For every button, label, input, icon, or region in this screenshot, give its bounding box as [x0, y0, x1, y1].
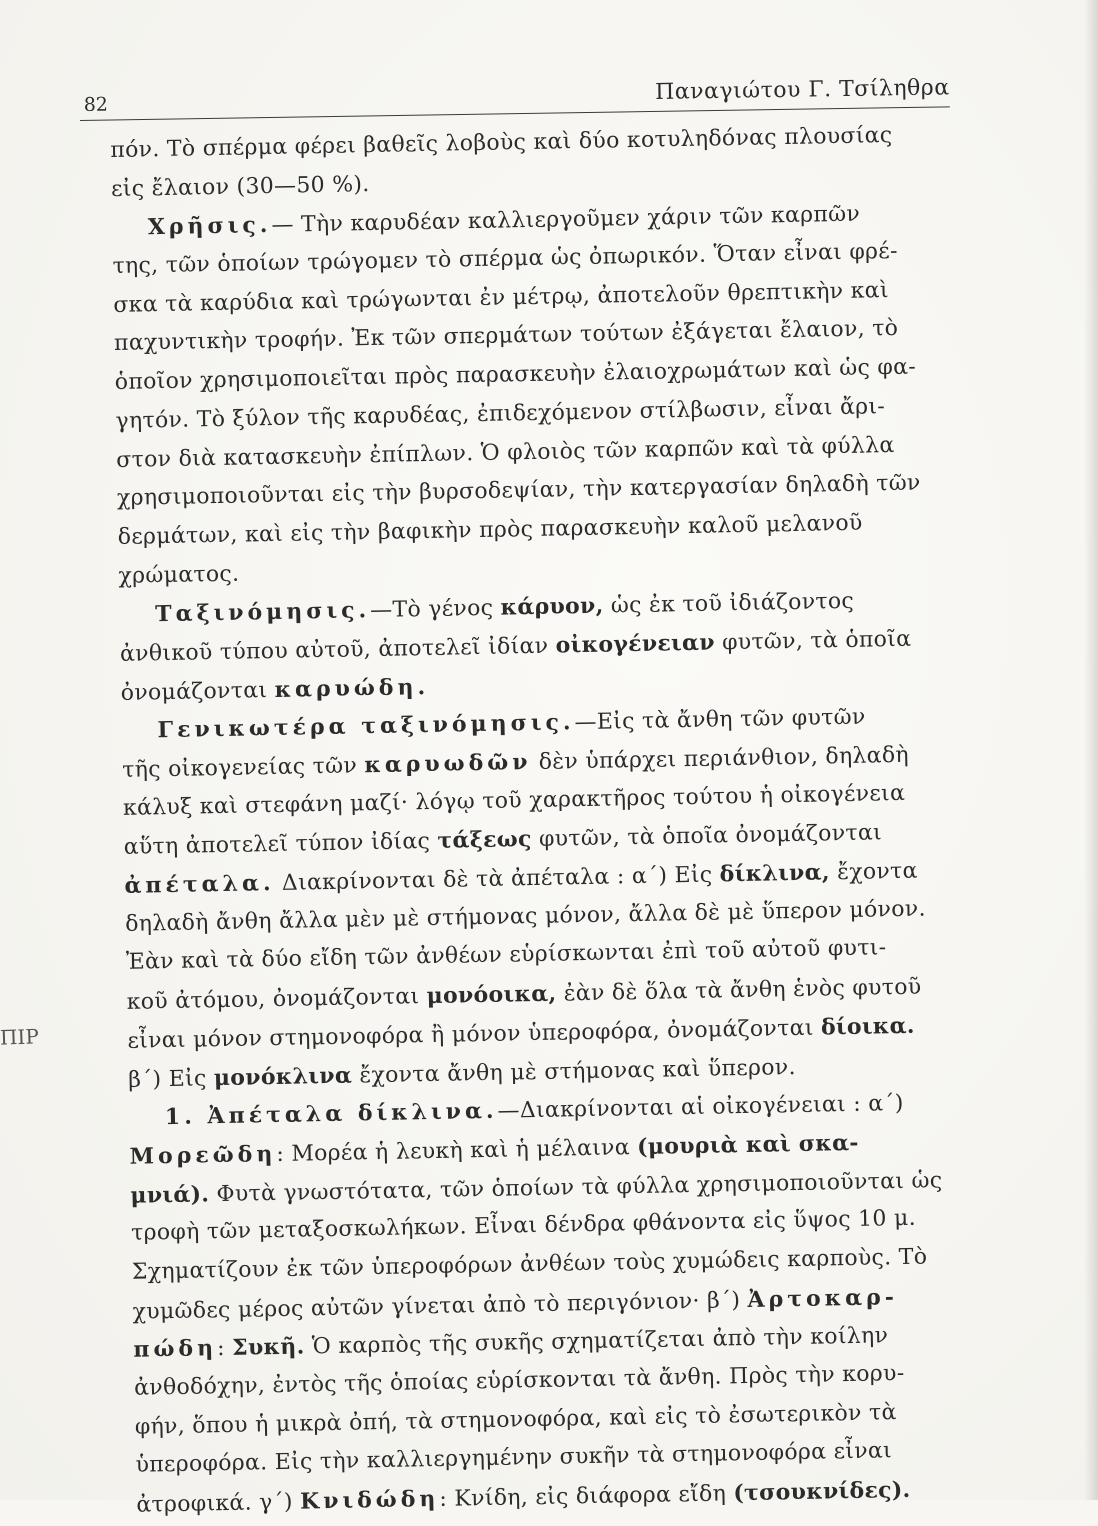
text-line: της, τῶν ὁποίων τρώγομεν τὸ σπέρμα ὡς ὀπωρικόν. Ὅταν εἶναι φρέ- — [112, 238, 898, 280]
page-header — [79, 56, 950, 121]
text-line: β΄) Εἰς μονόκλινα ἔχοντα ἄνθη μὲ στήμονας καὶ ὕπερον. — [127, 1054, 796, 1093]
text-line: ἀνθικοῦ τύπου αὐτοῦ, ἀποτελεῖ ἰδίαν οἰκογένειαν φυτῶν, τὰ ὁποῖα — [119, 626, 912, 667]
text-line: εἶναι μόνον στημονοφόρα ἢ μόνον ὑπεροφόρα, ὀνομάζονται δίοικα. — [127, 1012, 916, 1054]
text-line: δερμάτων, καὶ εἰς τὴν βαφικὴν πρὸς παρασκευὴν καλοῦ μελανοῦ — [117, 510, 863, 550]
text-line: χρησιμοποιοῦνται εἰς τὴν βυρσοδεψίαν, τὴν κατεργασίαν δηλαδὴ τῶν — [116, 470, 921, 512]
text-line: ὀνομάζονται καρυώδη. — [120, 673, 430, 706]
text-line: Μορεῶδη: Μορέα ἡ λευκὴ καὶ ἡ μέλαινα (μουριὰ καὶ σκα- — [129, 1129, 859, 1170]
page-edge-shadow — [1084, 0, 1098, 1500]
text-line: ἀτροφικά. γ΄) Κνιδώδη: Κνίδη, εἰς διάφορα εἴδη (τσουκνίδες). — [136, 1476, 911, 1518]
page-number: 82 — [83, 93, 109, 116]
text-line: στον διὰ κατασκευὴν ἐπίπλων. Ὁ φλοιὸς τῶν καρπῶν καὶ τὰ φύλλα — [116, 432, 895, 473]
text-line: ἀνθοδόχην, ἐντὸς τῆς ὁποίας εὑρίσκονται τὰ ἄνθη. Πρὸς τὴν κορυ- — [133, 1360, 905, 1401]
text-line: πόν. Τὸ σπέρμα φέρει βαθεῖς λοβοὺς καὶ δύο κοτυληδόνας πλουσίας — [110, 122, 893, 163]
section-heading-apetala-diklina: 1. Ἀπέταλα δίκλινα.—Διακρίνονται αἱ οἰκογένειαι : α΄) — [164, 1091, 904, 1131]
text-line: ἀπέταλα. Διακρίνονται δὲ τὰ ἀπέταλα : α΄) Εἰς δίκλινα, ἔχοντα — [124, 858, 918, 899]
marginal-pencil-note: ΠΙΡ — [0, 1024, 40, 1050]
running-head: Παναγιώτου Γ. Τσίληθρα — [654, 75, 950, 105]
text-line: τῆς οἰκογενείας τῶν καρυωδῶν δὲν ὑπάρχει περιάνθιον, δηλαδὴ — [122, 742, 910, 783]
text-line: τροφὴ τῶν μεταξοσκωλήκων. Εἶναι δένδρα φθάνοντα εἰς ὕψος 10 μ. — [130, 1205, 917, 1247]
text-line: πώδη: Συκῆ. Ὁ καρπὸς τῆς συκῆς σχηματίζεται ἀπὸ τὴν κοίλην — [133, 1323, 889, 1364]
text-line: χυμῶδες μέρος αὐτῶν γίνεται ἀπὸ τὸ περιγόνιον· β΄) Ἀρτοκαρ- — [132, 1283, 899, 1325]
section-heading-general-classification: Γενικωτέρα ταξινόμησις.—Εἰς τὰ ἄνθη τῶν φυτῶν — [157, 704, 866, 744]
text-line: εἰς ἔλαιον (30—50 %). — [110, 171, 370, 202]
text-line: ὁποῖον χρησιμοποιεῖται πρὸς παρασκευὴν ἐλαιοχρωμάτων καὶ ὡς φα- — [114, 354, 917, 396]
text-line: χρώματος. — [118, 561, 240, 589]
body-text — [110, 115, 997, 1524]
text-line: γητόν. Τὸ ξύλον τῆς καρυδέας, ἐπιδεχόμενον στίλβωσιν, εἶναι ἄρι- — [115, 393, 886, 434]
section-heading-usage: Χρῆσις.— Τὴν καρυδέαν καλλιεργοῦμεν χάριν τῶν καρπῶν — [147, 201, 861, 241]
text-line: φήν, ὅπου ἡ μικρὰ ὀπή, τὰ στημονοφόρα, καὶ εἰς τὸ ἐσωτερικὸν τὰ — [134, 1399, 897, 1440]
text-line: παχυντικὴν τροφήν. Ἐκ τῶν σπερμάτων τούτων ἐξάγεται ἔλαιον, τὸ — [113, 316, 899, 357]
text-line: σκα τὰ καρύδια καὶ τρώγωνται ἐν μέτρῳ, ἀποτελοῦν θρεπτικὴν καὶ — [113, 277, 890, 318]
text-line: δηλαδὴ ἄνθη ἄλλα μὲν μὲ στήμονας μόνον, ἄλλα δὲ μὲ ὕπερον μόνον. — [124, 896, 926, 937]
text-line: Σχηματίζουν ἐκ τῶν ὑπεροφόρων ἀνθέων τοὺς χυμώδεις καρποὺς. Τὸ — [131, 1244, 928, 1285]
section-heading-classification: Ταξινόμησις.—Τὸ γένος κάρυον, ὡς ἐκ τοῦ ἰδιάζοντος — [155, 589, 855, 628]
text-line: ὑπεροφόρα. Εἰς τὴν καλλιεργημένην συκῆν τὰ στημονοφόρα εἶναι — [135, 1438, 893, 1479]
text-line: κοῦ ἀτόμου, ὀνομάζονται μονόοικα, ἐὰν δὲ ὅλα τὰ ἄνθη ἑνὸς φυτοῦ — [126, 974, 922, 1015]
text-line: μνιά). Φυτὰ γνωστότατα, τῶν ὁποίων τὰ φύλλα χρησιμοποιοῦνται ὡς — [130, 1167, 943, 1209]
text-line: κάλυξ καὶ στεφάνη μαζί· λόγῳ τοῦ χαρακτῆρος τούτου ἡ οἰκογένεια — [122, 780, 906, 821]
text-line: αὕτη ἀποτελεῖ τύπον ἰδίας τάξεως φυτῶν, τὰ ὁποῖα ὀνομάζονται — [123, 820, 883, 861]
text-line: Ἐὰν καὶ τὰ δύο εἴδη τῶν ἀνθέων εὑρίσκωνται ἐπὶ τοῦ αὐτοῦ φυτι- — [125, 935, 887, 976]
